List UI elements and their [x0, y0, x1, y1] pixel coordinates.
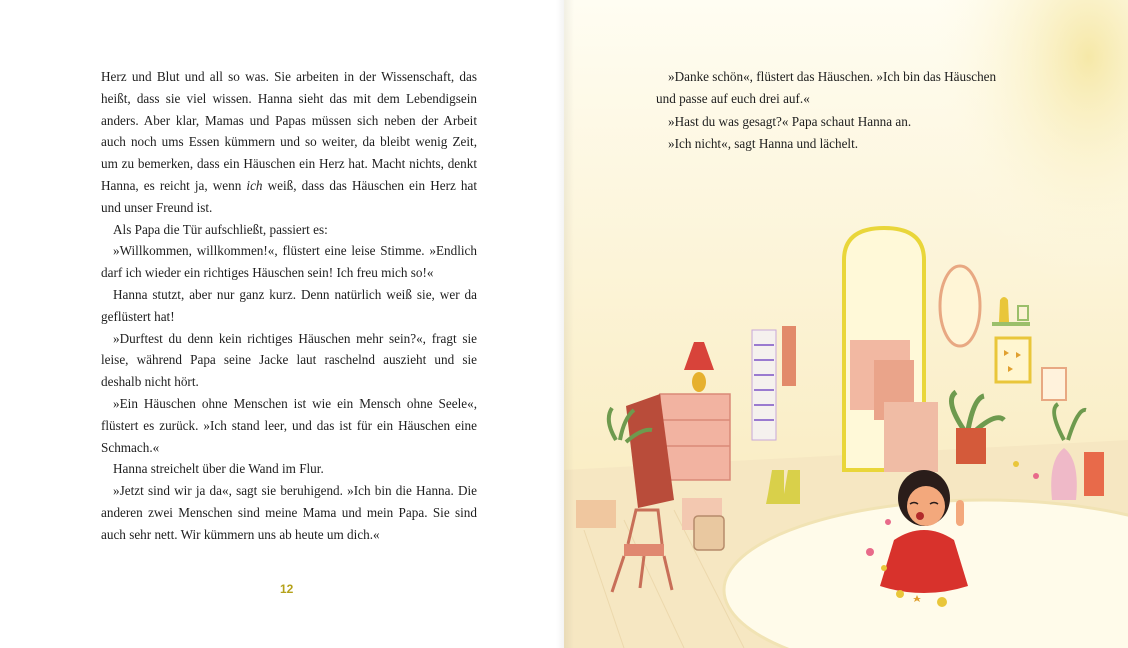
book-gutter: [556, 0, 574, 648]
oval-mirror: [940, 266, 980, 346]
paragraph: Herz und Blut und all so was. Sie arbeiten in der Wissenschaft, das heißt, dass sie viel wissen. Hanna sieht das mit dem Lebendigsein anders. Aber klar, Mamas und Papas müssen sich neben der Arbeit auch noch ums Essen kümmern und so weiter, da bleibt wenig Zeit, um zu bemerken, dass ein Häuschen ein Herz hat. Macht nichts, denkt Hanna, es reicht ja, wenn ich weiß, dass das Häuschen ein Herz hat und unser Freund ist.: [101, 69, 478, 215]
mouth: [916, 512, 924, 520]
lamp-base: [692, 372, 706, 392]
paragraph: Hanna stutzt, aber nur ganz kurz. Denn natürlich weiß sie, wer da geflüstert hat!: [101, 286, 477, 324]
butterfly-picture: [996, 338, 1030, 382]
flower-pot: [1084, 452, 1104, 496]
right-page-text: [656, 66, 1016, 156]
wall-shelf: [992, 322, 1030, 326]
left-page-text: [101, 66, 477, 546]
paragraph: »Ein Häuschen ohne Menschen ist wie ein Mensch ohne Seele«, flüstert es zurück. »Ich stand leer, und das ist für ein Häuschen eine Schmach.«: [101, 395, 477, 455]
paragraph: »Willkommen, willkommen!«, flüstert eine leise Stimme. »Endlich darf ich wieder ein richtiges Häuschen sein! Ich freu mich so!«: [101, 243, 477, 281]
dresser: [660, 394, 730, 480]
plant-pot: [956, 428, 986, 464]
box: [884, 402, 938, 472]
paragraph: Als Papa die Tür aufschließt, passiert es:: [113, 221, 328, 237]
paragraph: Hanna streichelt über die Wand im Flur.: [113, 461, 324, 477]
hanging-scarf: [752, 330, 776, 440]
emphasis-ich: ich: [246, 177, 263, 193]
paragraph: »Durftest du denn kein richtiges Häuschen mehr sein?«, fragt sie leise, während Papa seine Jacke laut raschelnd auszieht und sie deshalb nicht hört.: [101, 330, 477, 390]
raised-arm: [956, 500, 964, 526]
paragraph: »Hast du was gesagt?« Papa schaut Hanna an.: [668, 113, 912, 129]
paragraph: »Danke schön«, flüstert das Häuschen. »Ich bin das Häuschen und passe auf euch drei auf.«: [656, 69, 997, 107]
bag-icon: [694, 516, 724, 550]
floor-box: [576, 500, 616, 528]
paragraph: »Ich nicht«, sagt Hanna und lächelt.: [668, 136, 859, 152]
page-number: 12: [280, 582, 294, 596]
vase-icon: [999, 297, 1009, 322]
chair-seat: [624, 544, 664, 556]
face: [907, 486, 945, 526]
bird-picture: [1042, 368, 1066, 400]
paragraph: »Jetzt sind wir ja da«, sagt sie beruhigend. »Ich bin die Hanna. Die anderen zwei Menschen sind meine Mama und mein Papa. Sie sind auch sehr nett. Wir kümmern uns ab heute um dich.«: [101, 483, 477, 542]
right-page: [564, 0, 1128, 648]
hanging-towel: [782, 326, 796, 386]
